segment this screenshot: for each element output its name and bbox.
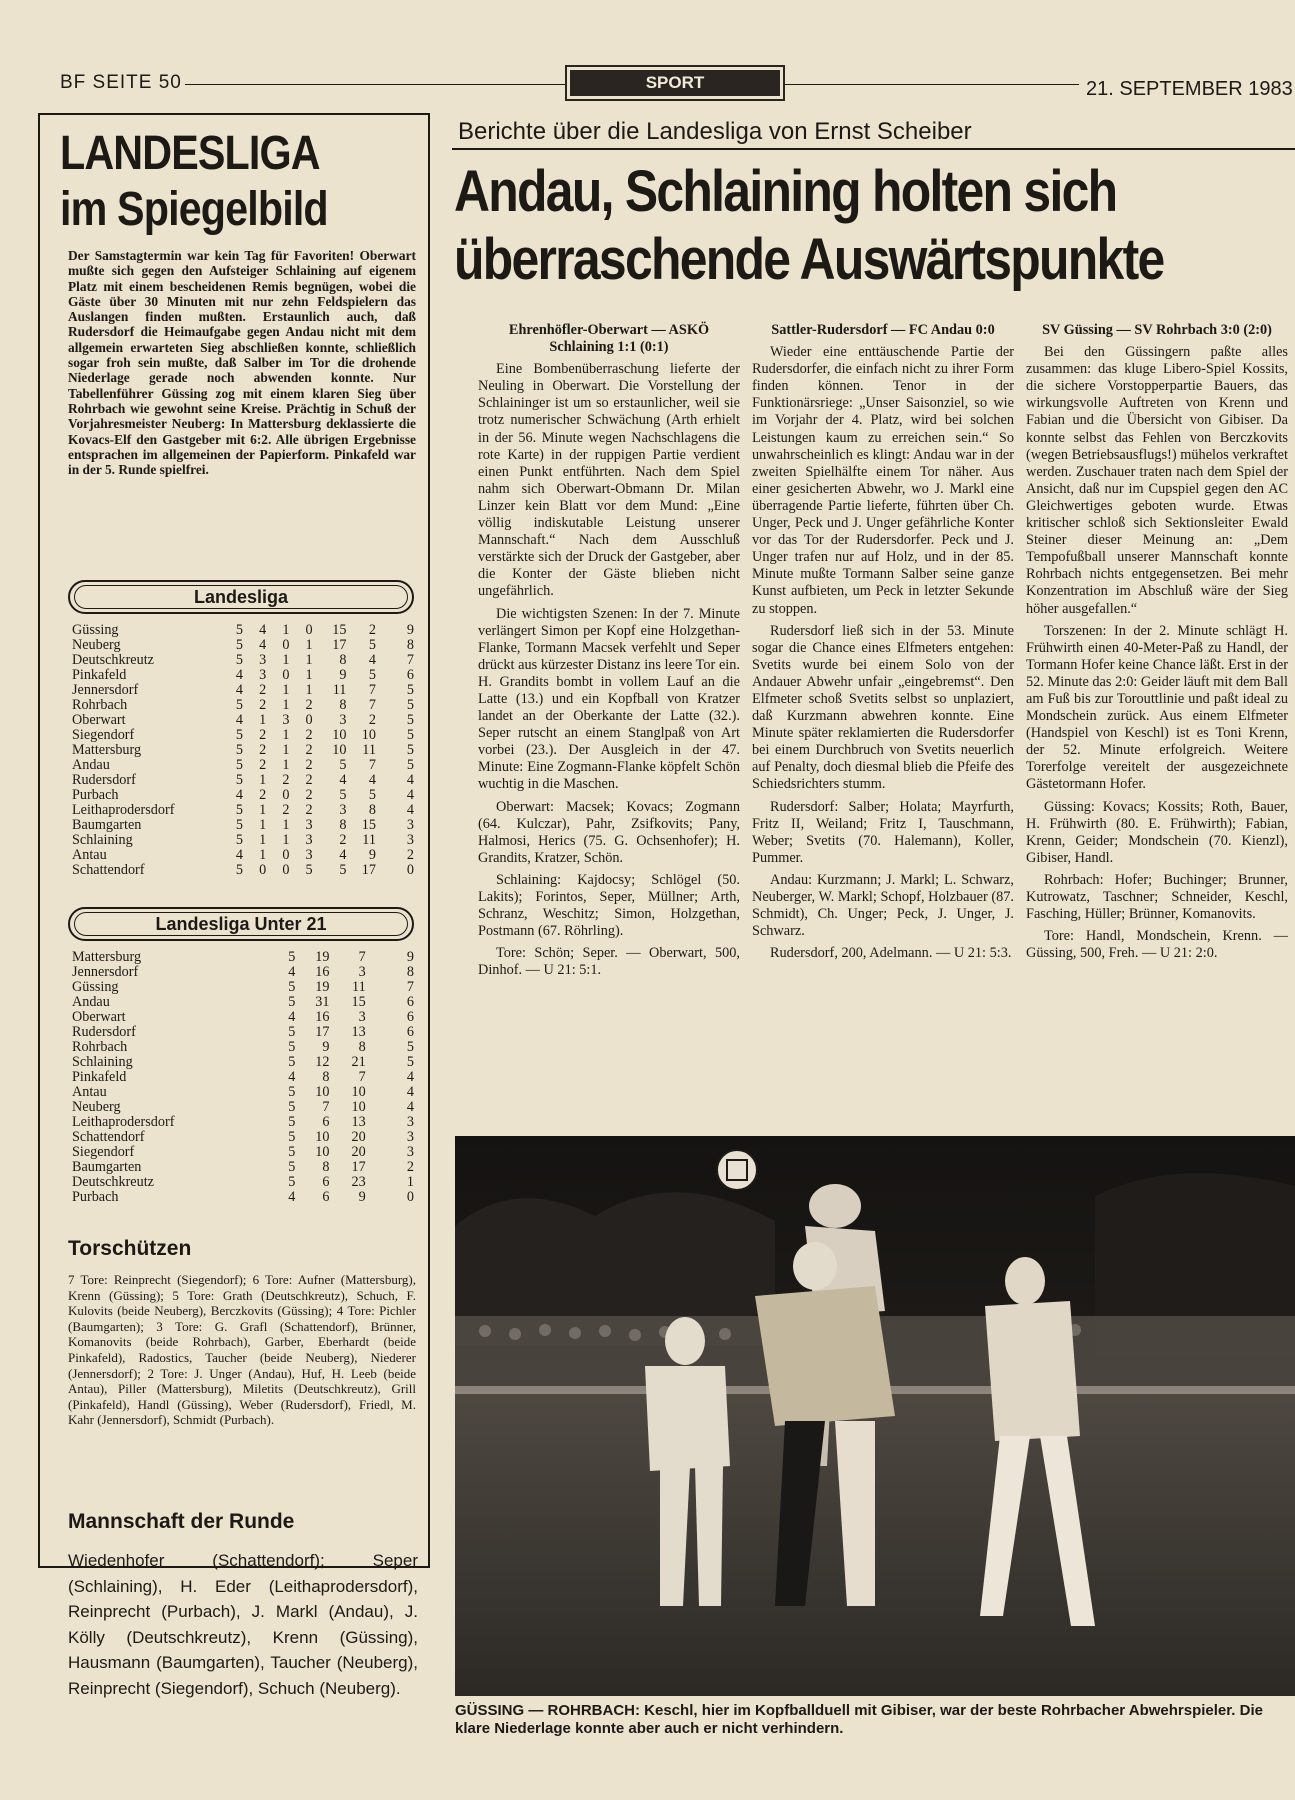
table-cell: 9	[322, 1039, 330, 1055]
table-row	[72, 1085, 414, 1100]
table-cell: 5	[305, 862, 313, 878]
table-row	[72, 1010, 414, 1025]
table-cell: 10	[315, 1084, 330, 1100]
team-name: Mattersburg	[72, 742, 142, 758]
table-row	[72, 698, 414, 713]
team-name: Siegendorf	[72, 1144, 135, 1160]
table-row	[72, 995, 414, 1010]
table-cell: 3	[339, 802, 347, 818]
goals: Tore: Handl, Mondschein, Krenn. — Güssing, 500, Freh. — U 21: 2:0.	[1026, 928, 1288, 962]
table-cell: 20	[351, 1129, 366, 1145]
table-row	[72, 1025, 414, 1040]
standings-heading: Landesliga	[68, 580, 414, 614]
table-cell: 3	[305, 847, 313, 863]
table-cell: 2	[305, 742, 313, 758]
team-name: Schlaining	[72, 832, 133, 848]
table-cell: 5	[406, 682, 414, 698]
table-cell: 10	[351, 1084, 366, 1100]
lineup: Güssing: Kovacs; Kossits; Roth, Bauer, H. Frühwirth (80. E. Frühwirth); Fabian, Krenn, Geider; Mondschein (70. Kienzl), Gibiser, Handl.	[1026, 798, 1288, 866]
lineup: Rudersdorf: Salber; Holata; Mayrfurth, Fritz II, Weiland; Fritz I, Tauschmann, Weber; Svetits (70. Halemann), Koller, Pummer.	[752, 798, 1014, 866]
table-row	[72, 980, 414, 995]
table-cell: 15	[332, 622, 347, 638]
table-cell: 6	[322, 1174, 330, 1190]
photo-illustration	[455, 1136, 1295, 1696]
table-cell: 5	[406, 727, 414, 743]
table-cell: 10	[315, 1129, 330, 1145]
table-cell: 10	[361, 727, 376, 743]
table-cell: 3	[406, 832, 414, 848]
table-cell: 2	[259, 787, 267, 803]
table-cell: 8	[368, 802, 376, 818]
article-column-1	[478, 322, 740, 979]
table-cell: 2	[259, 727, 267, 743]
table-cell: 2	[305, 802, 313, 818]
table-cell: 5	[288, 1054, 296, 1070]
issue-date: 21. SEPTEMBER 1983	[1086, 78, 1293, 100]
header-rule-left	[185, 84, 565, 85]
table-cell: 2	[259, 757, 267, 773]
paragraph: Die wichtigsten Szenen: In der 7. Minute verlängert Simon per Kopf eine Holzgethan-Flanke, Tormann Macsek verfehlt und Seper drückt aus kürzester Distanz ins leere Tor ein. H. Grandits bombt in vollem Lauf an die Latte (13.) und ein Kopfball von Kratzer landet an der Oberkante der Latte (32.). Seper rutscht an einem Stanglpaß von Art vorbei (23.). Der Ausgleich in der 47. Minute: Eine Zogmann-Flanke köpfelt Schön wuchtig in die Maschen.	[478, 605, 740, 793]
table-cell: 2	[305, 772, 313, 788]
table-cell: 4	[288, 1069, 296, 1085]
table-cell: 1	[282, 757, 290, 773]
table-cell: 3	[339, 712, 347, 728]
table-cell: 0	[406, 862, 414, 878]
table-row	[72, 965, 414, 980]
table-cell: 2	[282, 802, 290, 818]
table-cell: 7	[406, 652, 414, 668]
team-name: Siegendorf	[72, 727, 135, 743]
table-row	[72, 848, 414, 863]
table-cell: 9	[339, 667, 347, 683]
table-cell: 3	[406, 817, 414, 833]
table-cell: 0	[282, 787, 290, 803]
table-cell: 3	[305, 817, 313, 833]
table-cell: 1	[305, 682, 313, 698]
table-cell: 4	[288, 1189, 296, 1205]
table-cell: 6	[322, 1114, 330, 1130]
table-cell: 8	[339, 652, 347, 668]
table-cell: 4	[368, 652, 376, 668]
table-cell: 4	[368, 772, 376, 788]
table-cell: 5	[406, 757, 414, 773]
table-cell: 8	[322, 1069, 330, 1085]
table-cell: 6	[406, 1009, 414, 1025]
table-row	[72, 623, 414, 638]
table-row	[72, 1145, 414, 1160]
goals: Tore: Schön; Seper. — Oberwart, 500, Dinhof. — U 21: 5:1.	[478, 945, 740, 979]
match-heading: Sattler-Rudersdorf — FC Andau 0:0	[771, 322, 995, 338]
table-cell: 5	[288, 1039, 296, 1055]
paragraph: Eine Bombenüberraschung lieferte der Neuling in Oberwart. Die Vorstellung der Schlaininger ist um so erstaunlicher, weil sie trotz numerischer Schwächung (Arth erhielt in der 56. Minute wegen Nachschlagens die rote Karte) in der ruppigen Partie verdient einen Punkt entführten. Nach dem Spiel nahm sich Oberwart-Obmann Dr. Milan Linzer kein Blatt vor dem Mund: „Eine völlig indiskutable Leistung unserer Mannschaft.“ Nach dem Ausschluß verstärkte sich der Druck der Gastgeber, aber die Konter der Gäste blieben nicht ungefährlich.	[478, 361, 740, 600]
table-cell: 7	[322, 1099, 330, 1115]
table-cell: 5	[235, 817, 243, 833]
table-cell: 5	[339, 862, 347, 878]
table-row	[72, 1175, 414, 1190]
table-cell: 4	[406, 802, 414, 818]
table-cell: 4	[406, 1084, 414, 1100]
table-cell: 7	[368, 682, 376, 698]
team-name: Leithaprodersdorf	[72, 802, 175, 818]
table-row	[72, 713, 414, 728]
paragraph: Wieder eine enttäuschende Partie der Rudersdorfer, die einfach nicht zu ihrer Form finden können. Tenor in der Funktionärsriege: „Unser Saisonziel, so wie im Vorjahr der 4. Platz, wird bei solchen Leistungen kaum zu erreichen sein.“ So unwahrscheinlich es klingt: Andau war in der zweiten Spielhälfte einem Tor näher. Aus einer gesicherten Abwehr, wo J. Markl eine überragende Partie lieferte, führten über Ch. Unger, Peck und J. Unger gefährliche Konter vor das Tor der Rudersdorfer. Peck und J. Unger trafen nur auf Holz, und in der 85. Minute mußte Tormann Salber seine ganze Kunst aufbieten, um Peck in letzter Sekunde zu stoppen.	[752, 344, 1014, 617]
sidebar-title: LANDESLIGA	[60, 127, 320, 180]
table-cell: 23	[351, 1174, 366, 1190]
table-cell: 5	[235, 697, 243, 713]
team-name: Purbach	[72, 1189, 119, 1205]
lineup: Andau: Kurzmann; J. Markl; L. Schwarz, Neuberger, W. Markl; Schopf, Holzbauer (87. Schmidt), Ch. Unger; Peck, J. Unger, J. Schwarz.	[752, 871, 1014, 940]
table-row	[72, 1040, 414, 1055]
table-row	[72, 758, 414, 773]
table-cell: 15	[361, 817, 376, 833]
table-cell: 0	[282, 667, 290, 683]
table-cell: 2	[259, 742, 267, 758]
table-row	[72, 1055, 414, 1070]
table-cell: 10	[351, 1099, 366, 1115]
team-name: Andau	[72, 994, 110, 1010]
team-name: Güssing	[72, 979, 119, 995]
table-cell: 5	[235, 742, 243, 758]
team-name: Schattendorf	[72, 862, 145, 878]
table-cell: 7	[358, 949, 366, 965]
table-cell: 2	[305, 757, 313, 773]
table-cell: 5	[288, 1129, 296, 1145]
match-heading: Ehrenhöfler-Oberwart — ASKÖ Schlaining 1:1 (0:1)	[508, 322, 710, 356]
table-cell: 2	[305, 697, 313, 713]
paragraph: Rudersdorf ließ sich in der 53. Minute sogar die Chance eines Elfmeters entgehen: Svetits wurde bei einem Solo von der Andauer Abwehr unfair „eingebremst“. Den Elfmeter schoß Svetits selbst so unplaziert, daß Kurzmann abwehren konnte. Eine Minute später reklamierten die Rudersdorfer bei einem Durchbruch von Svetits neuerlich auf Penalty, doch diesmal blieb die Pfeife des Schiedsrichters stumm.	[752, 622, 1014, 793]
table-cell: 11	[362, 742, 376, 758]
table-cell: 5	[288, 979, 296, 995]
table-cell: 31	[315, 994, 330, 1010]
table-cell: 3	[305, 832, 313, 848]
team-name: Pinkafeld	[72, 667, 127, 683]
table-cell: 3	[358, 964, 366, 980]
table-cell: 0	[305, 622, 313, 638]
team-name: Mattersburg	[72, 949, 142, 965]
table-row	[72, 1100, 414, 1115]
table-cell: 10	[332, 742, 347, 758]
table-cell: 13	[351, 1114, 366, 1130]
table-cell: 0	[282, 862, 290, 878]
table-row	[72, 683, 414, 698]
table-cell: 7	[406, 979, 414, 995]
table-cell: 9	[368, 847, 376, 863]
table-row	[72, 1190, 414, 1205]
header-rule-right	[785, 84, 1079, 85]
table-cell: 16	[315, 1009, 330, 1025]
table-cell: 2	[406, 1159, 414, 1175]
table-cell: 3	[259, 667, 267, 683]
kicker-rule	[452, 148, 1295, 150]
table-cell: 4	[339, 847, 347, 863]
table-cell: 11	[332, 682, 347, 698]
table-cell: 17	[361, 862, 376, 878]
table-cell: 5	[288, 1024, 296, 1040]
team-name: Deutschkreutz	[72, 1174, 154, 1190]
table-cell: 1	[259, 802, 267, 818]
table-cell: 4	[235, 847, 243, 863]
table-cell: 5	[406, 712, 414, 728]
table-cell: 19	[315, 979, 330, 995]
table-cell: 8	[339, 817, 347, 833]
table-cell: 4	[406, 787, 414, 803]
table-cell: 6	[322, 1189, 330, 1205]
table-cell: 5	[235, 637, 243, 653]
table-row	[72, 728, 414, 743]
table-cell: 5	[288, 1144, 296, 1160]
table-row	[72, 833, 414, 848]
table-cell: 5	[235, 727, 243, 743]
table-cell: 3	[406, 1114, 414, 1130]
photo-caption: GÜSSING — ROHRBACH: Keschl, hier im Kopfballduell mit Gibiser, war der beste Rohrbacher Abwehrspieler. Die klare Niederlage konnte aber auch er nicht verhindern.	[455, 1702, 1263, 1737]
table-cell: 17	[351, 1159, 366, 1175]
team-name: Pinkafeld	[72, 1069, 127, 1085]
table-cell: 5	[288, 994, 296, 1010]
table-cell: 2	[305, 787, 313, 803]
table-row	[72, 1130, 414, 1145]
table-cell: 5	[235, 832, 243, 848]
scorers-text: 7 Tore: Reinprecht (Siegendorf); 6 Tore: Aufner (Mattersburg), Krenn (Güssing); 5 Tore: Grath (Deutschkreutz), Schuch, F. Kulovits (beide Neuberg), Berczkovits (Güssing); 4 Tore: Pichler (Baumgarten); 3 Tore: G. Grafl (Schattendorf), Brünner, Komanovits (beide Rohrbach), Garber, Eberhardt (beide Pinkafeld), Radostics, Taucher (beide Neuberg), Niederer (Jennersdorf); 2 Tore: J. Unger (Andau), Huf, H. Leeb (beide Antau), Piller (Mattersburg), Miletits (Deutschkreutz), Grill (Pinkafeld), Handl (Güssing), Weber (Rudersdorf), Friedl, M. Kahr (Jennersdorf), Schmidt (Purbach).	[68, 1272, 416, 1428]
team-name: Antau	[72, 847, 107, 863]
team-name: Deutschkreutz	[72, 652, 154, 668]
table-cell: 12	[315, 1054, 330, 1070]
team-name: Antau	[72, 1084, 107, 1100]
table-row	[72, 1070, 414, 1085]
sidebar-intro: Der Samstagtermin war kein Tag für Favoriten! Oberwart mußte sich gegen den Aufsteiger Schlaining auf eigenem Platz mit einem bescheidenen Remis begnügen, wobei die Gäste über 30 Minuten mit nur zehn Feldspielern das Auslangen finden mußten. Erstaunlich auch, daß Rudersdorf die Heimaufgabe gegen Andau nicht mit dem allgemein erwarteten Sieg abschließen konnte, schließlich sogar froh sein mußte, daß Salber im Tor die drohende Niederlage gerade noch abwenden konnte. Nur Tabellenführer Güssing zog mit einem klaren Sieg über Rohrbach wie gewohnt seine Kreise. Prächtig in Schuß der Vorjahresmeister Neuberg: In Mattersburg deklassierte die Kovacs-Elf den Gastgeber mit 6:2. Alle übrigen Ergebnisse entsprachen im allgemeinen der Papierform. Pinkafeld war in der 5. Runde spielfrei.	[68, 248, 416, 478]
table-cell: 1	[259, 832, 267, 848]
table-cell: 4	[288, 1009, 296, 1025]
lineup: Schlaining: Kajdocsy; Schlögel (50. Lakits); Forintos, Seper, Müllner; Arth, Schranz, Weschitz; Simon, Holzgethan, Postmann (67. Röhrling).	[478, 871, 740, 940]
table-cell: 1	[259, 847, 267, 863]
table-cell: 11	[352, 979, 366, 995]
team-text: Wiedenhofer (Schattendorf); Seper (Schlaining), H. Eder (Leithaprodersdorf), Reinprecht (Purbach), J. Markl (Andau), J. Kölly (Deutschkreutz), Krenn (Güssing), Hausmann (Baumgarten), Taucher (Neuberg), Reinprecht (Siegendorf), Schuch (Neuberg).	[68, 1551, 418, 1698]
team-name: Neuberg	[72, 1099, 121, 1115]
scorers-title: Torschützen	[68, 1237, 192, 1260]
table-row	[72, 773, 414, 788]
table-cell: 2	[282, 772, 290, 788]
table-cell: 1	[282, 622, 290, 638]
team-name: Jennersdorf	[72, 682, 139, 698]
table-cell: 2	[339, 832, 347, 848]
table-cell: 2	[259, 682, 267, 698]
team-name: Andau	[72, 757, 110, 773]
article-kicker: Berichte über die Landesliga von Ernst Scheiber	[458, 118, 972, 145]
table-cell: 0	[406, 1189, 414, 1205]
table-cell: 17	[315, 1024, 330, 1040]
table-cell: 4	[406, 1099, 414, 1115]
team-name: Jennersdorf	[72, 964, 139, 980]
table-cell: 5	[288, 1084, 296, 1100]
table-cell: 6	[406, 1024, 414, 1040]
table-cell: 4	[339, 772, 347, 788]
table-cell: 4	[235, 787, 243, 803]
table-cell: 5	[235, 802, 243, 818]
table-cell: 5	[406, 1039, 414, 1055]
table-cell: 10	[315, 1144, 330, 1160]
article-column-3	[1026, 322, 1288, 1122]
table-cell: 21	[351, 1054, 366, 1070]
table-cell: 11	[362, 832, 376, 848]
table-cell: 5	[288, 1159, 296, 1175]
table-cell: 13	[351, 1024, 366, 1040]
table-cell: 5	[288, 1099, 296, 1115]
table-cell: 5	[368, 637, 376, 653]
table-row	[72, 653, 414, 668]
table-cell: 9	[406, 622, 414, 638]
team-name: Schattendorf	[72, 1129, 145, 1145]
section-label: SPORT	[570, 70, 780, 96]
table-cell: 5	[235, 862, 243, 878]
table-cell: 5	[339, 757, 347, 773]
table-cell: 1	[282, 832, 290, 848]
article-column-2	[752, 322, 1014, 962]
table-cell: 4	[235, 667, 243, 683]
table-row	[72, 788, 414, 803]
table-cell: 3	[406, 1144, 414, 1160]
table-cell: 5	[339, 787, 347, 803]
team-name: Rudersdorf	[72, 1024, 136, 1040]
table-cell: 5	[406, 742, 414, 758]
table-row	[72, 638, 414, 653]
table-cell: 5	[406, 1054, 414, 1070]
team-name: Rudersdorf	[72, 772, 136, 788]
team-title: Mannschaft der Runde	[68, 1510, 295, 1533]
table-row	[72, 1160, 414, 1175]
table-cell: 3	[282, 712, 290, 728]
team-name: Schlaining	[72, 1054, 133, 1070]
table-cell: 8	[322, 1159, 330, 1175]
table-cell: 3	[358, 1009, 366, 1025]
table-cell: 1	[259, 772, 267, 788]
paragraph: Bei den Güssingern paßte alles zusammen: das kluge Libero-Spiel Kossits, die sichere Vorstopperpartie Bauers, das wirkungsvolle Auftreten von Krenn und Fabian und die Übersicht von Gibiser. Da konnte selbst das Fehlen von Berczkovits (wegen Betriebsausflugs!) mühelos verkraftet werden. Zuschauer traten nach dem Spiel der Ansicht, daß nur im Cupspiel gegen den AC Gleichwertiges geboten wurde. Etwas kritischer schloß sich Sektionsleiter Ewald Steiner dieser Meinung an: „Dem Tempofußball unserer Mannschaft konnte Rohrbach nichts entgegensetzen. Bei mehr Konzentration im Abschluß wäre der Sieg höher ausgefallen.“	[1026, 344, 1288, 617]
table-cell: 5	[406, 697, 414, 713]
table-cell: 5	[235, 622, 243, 638]
table-cell: 8	[406, 964, 414, 980]
table-cell: 1	[305, 667, 313, 683]
table-cell: 9	[358, 1189, 366, 1205]
table-cell: 7	[368, 697, 376, 713]
table-cell: 19	[315, 949, 330, 965]
table-cell: 0	[259, 862, 267, 878]
table-cell: 2	[259, 697, 267, 713]
table-cell: 6	[406, 667, 414, 683]
paragraph: Torszenen: In der 2. Minute schlägt H. Frühwirth einen 40-Meter-Paß zu Handl, der Tormann Hofer keine Chance läßt. Erst in der 52. Minute das 2:0: Geider läuft mit dem Ball am Fuß bis zur Torouttlinie und paßt ideal zu Mondschein zurück. Aus einem Elfmeter (Handspiel von Keschl) ist es Toni Krenn, der 52. Minute erfolgreich. Weitere Torerfolge vereitelt der ausgezeichnete Gästetormann Hofer.	[1026, 622, 1288, 793]
table-cell: 4	[288, 964, 296, 980]
table-cell: 16	[315, 964, 330, 980]
table-cell: 5	[368, 787, 376, 803]
table-cell: 5	[235, 652, 243, 668]
headline-line-2: überraschende Auswärtspunkte	[454, 227, 1164, 292]
table-row	[72, 863, 414, 878]
lineup: Oberwart: Macsek; Kovacs; Zogmann (64. Kulczar), Pahr, Zsifkovits; Pany, Halmosi, Herics (75. G. Ochsenhofer); H. Grandits, Kratzer, Schön.	[478, 798, 740, 866]
table-cell: 0	[282, 847, 290, 863]
table-row	[72, 1115, 414, 1130]
match-heading: SV Güssing — SV Rohrbach 3:0 (2:0)	[1042, 322, 1272, 338]
team-name: Oberwart	[72, 1009, 126, 1025]
table-cell: 3	[406, 1129, 414, 1145]
table-cell: 4	[406, 1069, 414, 1085]
table-cell: 4	[406, 772, 414, 788]
table-cell: 4	[235, 712, 243, 728]
table-cell: 15	[351, 994, 366, 1010]
team-name: Rohrbach	[72, 1039, 128, 1055]
table-cell: 7	[368, 757, 376, 773]
table-cell: 6	[406, 994, 414, 1010]
table-cell: 17	[332, 637, 347, 653]
u21-heading: Landesliga Unter 21	[68, 907, 414, 941]
table-cell: 2	[368, 712, 376, 728]
table-cell: 9	[406, 949, 414, 965]
team-name: Baumgarten	[72, 1159, 142, 1175]
table-row	[72, 668, 414, 683]
table-row	[72, 818, 414, 833]
table-cell: 5	[235, 772, 243, 788]
table-cell: 1	[282, 652, 290, 668]
table-cell: 5	[288, 1174, 296, 1190]
table-cell: 20	[351, 1144, 366, 1160]
team-name: Leithaprodersdorf	[72, 1114, 175, 1130]
table-cell: 2	[305, 727, 313, 743]
table-cell: 0	[282, 637, 290, 653]
match-photo	[455, 1136, 1295, 1696]
table-cell: 1	[259, 712, 267, 728]
table-cell: 4	[259, 622, 267, 638]
team-name: Oberwart	[72, 712, 126, 728]
sidebar-subtitle: im Spiegelbild	[60, 183, 328, 236]
table-cell: 10	[332, 727, 347, 743]
table-cell: 1	[305, 637, 313, 653]
table-cell: 5	[288, 1114, 296, 1130]
table-cell: 5	[368, 667, 376, 683]
table-cell: 1	[282, 742, 290, 758]
table-cell: 5	[235, 757, 243, 773]
table-row	[72, 950, 414, 965]
table-cell: 1	[282, 817, 290, 833]
standings-table	[72, 623, 414, 878]
headline-line-1: Andau, Schlaining holten sich	[454, 159, 1117, 224]
table-row	[72, 743, 414, 758]
table-cell: 5	[288, 949, 296, 965]
table-cell: 1	[305, 652, 313, 668]
u21-table	[72, 950, 414, 1205]
table-cell: 1	[282, 727, 290, 743]
table-cell: 0	[305, 712, 313, 728]
table-cell: 3	[259, 652, 267, 668]
table-cell: 2	[406, 847, 414, 863]
lineup: Rohrbach: Hofer; Buchinger; Brunner, Kutrowatz, Taschner; Schneider, Keschl, Fasching, Hüller; Brünner, Komanovits.	[1026, 871, 1288, 923]
team-name: Neuberg	[72, 637, 121, 653]
team-name: Purbach	[72, 787, 119, 803]
table-cell: 4	[259, 637, 267, 653]
table-cell: 8	[339, 697, 347, 713]
team-name: Baumgarten	[72, 817, 142, 833]
table-cell: 1	[259, 817, 267, 833]
table-cell: 4	[235, 682, 243, 698]
goals: Rudersdorf, 200, Adelmann. — U 21: 5:3.	[770, 945, 1012, 962]
team-name: Güssing	[72, 622, 119, 638]
table-cell: 1	[282, 682, 290, 698]
table-cell: 2	[368, 622, 376, 638]
table-cell: 8	[406, 637, 414, 653]
table-cell: 1	[406, 1174, 414, 1190]
team-name: Rohrbach	[72, 697, 128, 713]
table-cell: 1	[282, 697, 290, 713]
page-number: BF SEITE 50	[60, 72, 182, 93]
table-cell: 8	[358, 1039, 366, 1055]
table-row	[72, 803, 414, 818]
table-cell: 7	[358, 1069, 366, 1085]
